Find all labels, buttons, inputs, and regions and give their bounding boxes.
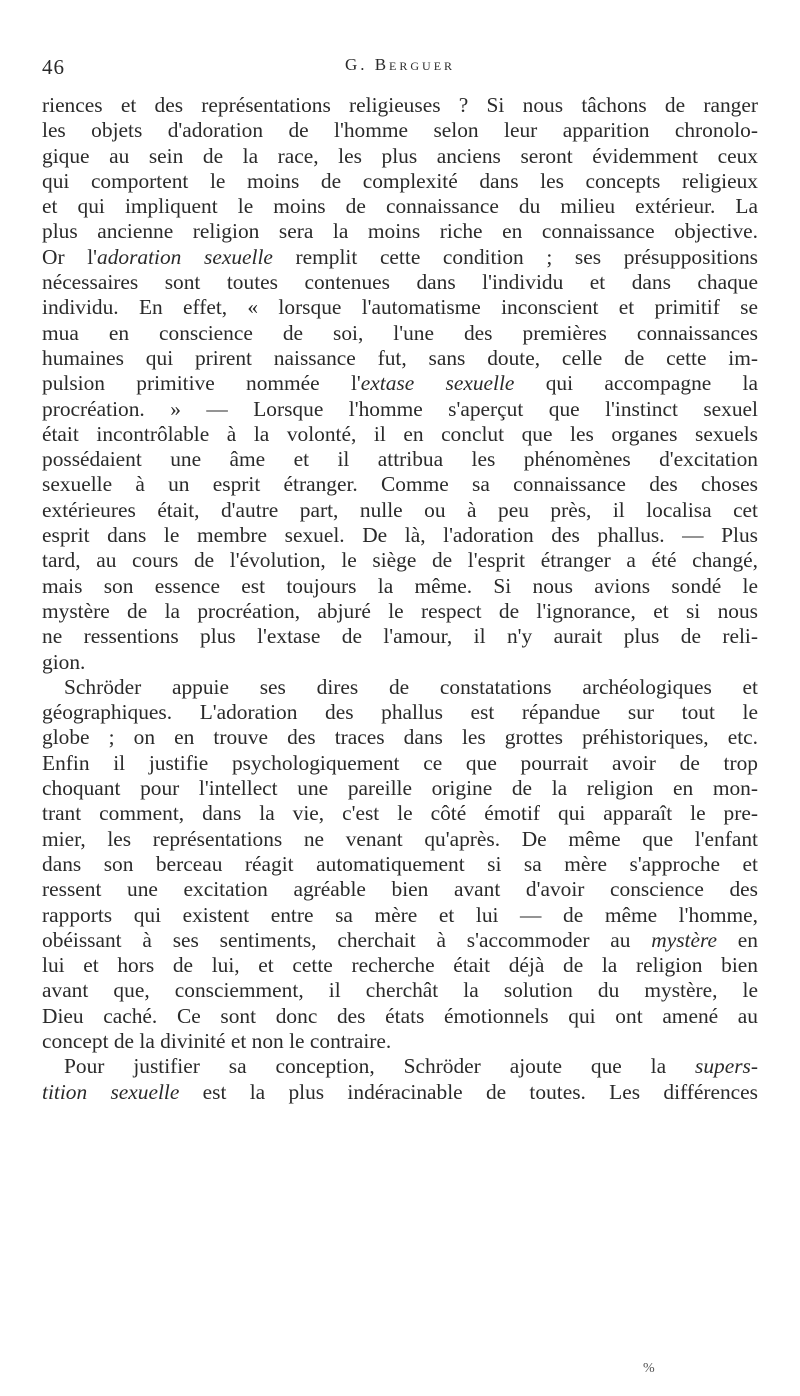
text-line [42, 219, 758, 244]
text-line [42, 144, 758, 169]
text-run: globe ; on en trouve des traces dans les grottes préhistoriques, etc. [42, 725, 758, 750]
text-line [42, 624, 758, 649]
italic-term: mystère [651, 927, 717, 952]
text-line [42, 827, 758, 852]
text-run: concept de la divinité et non le contraire. [42, 1028, 392, 1053]
text-run: individu. En effet, « lorsque l'automatisme inconscient et primitif se [42, 295, 758, 320]
text-line [42, 295, 758, 320]
text-run: remplit cette condition ; ses présuppositions [272, 244, 758, 269]
page-header [42, 55, 758, 81]
text-line [42, 650, 758, 675]
italic-term: supers- [695, 1054, 758, 1079]
italic-term: tition sexuelle [42, 1079, 180, 1104]
text-run: pulsion primitive nommée l' [42, 371, 361, 396]
text-line [42, 1080, 758, 1105]
text-run: ressent une excitation agréable bien avant d'avoir conscience des [42, 877, 758, 902]
text-line [42, 498, 758, 523]
text-run: obéissant à ses sentiments, cherchait à s'accommoder au [42, 927, 652, 952]
text-run: et qui impliquent le moins de connaissance du milieu extérieur. La [42, 194, 758, 219]
text-line [42, 346, 758, 371]
text-line [42, 93, 758, 118]
text-run: qui comportent le moins de complexité dans les concepts religieux [42, 168, 758, 193]
text-run: trant comment, dans la vie, c'est le côté émotif qui apparaît le pre- [42, 801, 758, 826]
text-line [42, 877, 758, 902]
text-line [42, 371, 758, 396]
text-line [42, 1029, 758, 1054]
text-line [42, 118, 758, 143]
text-run: riences et des représentations religieuses ? Si nous tâchons de ranger [42, 93, 758, 117]
text-run: Pour justifier sa conception, Schröder ajoute que la [64, 1054, 696, 1079]
text-run: mier, les représentations ne venant qu'après. De même que l'enfant [42, 826, 758, 851]
text-run: Enfin il justifie psychologiquement ce que pourrait avoir de trop [42, 750, 758, 775]
text-run: mais son essence est toujours la même. Si nous avions sondé le [42, 573, 758, 598]
text-line [42, 852, 758, 877]
text-run: avant que, consciemment, il cherchât la solution du mystère, le [42, 978, 758, 1003]
text-run: gique au sein de la race, les plus anciens seront évidemment ceux [42, 143, 758, 168]
text-run: lui et hors de lui, et cette recherche était déjà de la religion bien [42, 953, 758, 978]
text-line [42, 1004, 758, 1029]
text-line [42, 978, 758, 1003]
text-run: sexuelle à un esprit étranger. Comme sa connaissance des choses [42, 472, 758, 497]
text-run: tard, au cours de l'évolution, le siège de l'esprit étranger a été changé, [42, 548, 758, 573]
text-run: gion. [42, 649, 86, 674]
text-line [42, 447, 758, 472]
text-line [42, 700, 758, 725]
text-run: Dieu caché. Ce sont donc des états émotionnels qui ont amené au [42, 1003, 758, 1028]
running-head: G. Berguer [344, 55, 456, 74]
text-line [42, 776, 758, 801]
text-line [42, 245, 758, 270]
text-run: mua en conscience de soi, l'une des premières connaissances [42, 320, 758, 345]
text-run: était incontrôlable à la volonté, il en conclut que les organes sexuels [42, 421, 758, 446]
text-line [42, 801, 758, 826]
text-line [42, 725, 758, 750]
text-run: est la plus indéracinable de toutes. Les différences [179, 1079, 758, 1104]
text-run: plus ancienne religion sera la moins riche en connaissance objective. [42, 219, 758, 244]
text-run: extérieures était, d'autre part, nulle ou à peu près, il localisa cet [42, 497, 758, 522]
text-line [42, 574, 758, 599]
text-run: nécessaires sont toutes contenues dans l'individu et dans chaque [42, 270, 758, 295]
text-line [42, 903, 758, 928]
text-run: Or l' [42, 244, 97, 269]
text-run: dans son berceau réagit automatiquement si sa mère s'approche et [42, 851, 758, 876]
text-run: Schröder appuie ses dires de constatations archéologiques et [64, 674, 758, 699]
text-line [42, 270, 758, 295]
text-run: en [717, 927, 758, 952]
text-line [42, 397, 758, 422]
text-line [42, 599, 758, 624]
text-line [42, 523, 758, 548]
page-number: 46 [42, 55, 65, 79]
text-run: mystère de la procréation, abjuré le respect de l'ignorance, et si nous [42, 598, 758, 623]
text-line [42, 751, 758, 776]
text-line [42, 548, 758, 573]
italic-term: extase sexuelle [360, 371, 515, 396]
text-run: humaines qui prirent naissance fut, sans doute, celle de cette im- [42, 345, 758, 370]
text-run: ne ressentions plus l'extase de l'amour, il n'y aurait plus de reli- [42, 624, 758, 649]
text-run: les objets d'adoration de l'homme selon leur apparition chronolo- [42, 118, 758, 143]
text-run: procréation. » — Lorsque l'homme s'aperçut que l'instinct sexuel [42, 396, 758, 421]
text-line [42, 194, 758, 219]
text-line [42, 422, 758, 447]
italic-term: adoration sexuelle [97, 244, 273, 269]
text-line [42, 321, 758, 346]
footer-mark: % [643, 1361, 655, 1376]
text-line [42, 1054, 758, 1079]
text-line [42, 472, 758, 497]
text-line [42, 953, 758, 978]
text-run: géographiques. L'adoration des phallus est répandue sur tout le [42, 700, 758, 725]
text-line [42, 928, 758, 953]
body-text [42, 93, 758, 1105]
text-run: possédaient une âme et il attribua les phénomènes d'excitation [42, 447, 758, 472]
text-run: esprit dans le membre sexuel. De là, l'adoration des phallus. — Plus [42, 523, 758, 548]
text-line [42, 169, 758, 194]
text-run: qui accompagne la [514, 371, 758, 396]
text-run: choquant pour l'intellect une pareille origine de la religion en mon- [42, 776, 758, 801]
text-line [42, 675, 758, 700]
text-run: rapports qui existent entre sa mère et lui — de même l'homme, [42, 902, 758, 927]
